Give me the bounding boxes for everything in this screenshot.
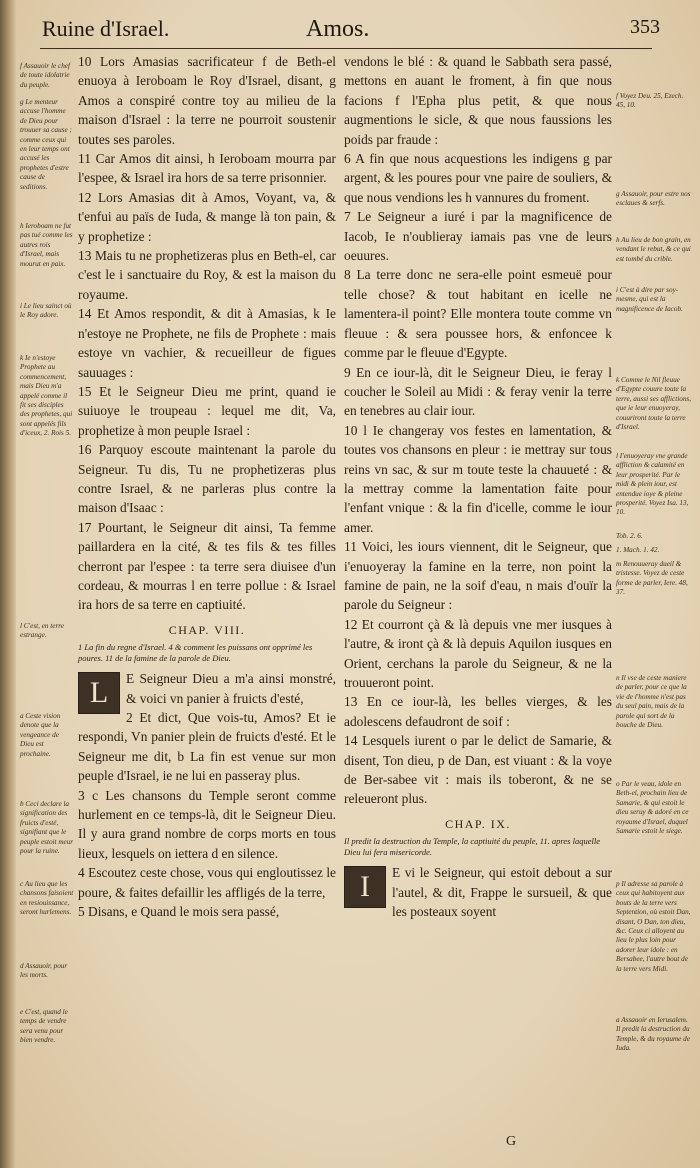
verse: 16 Parquoy escoute maintenant la parole du Seigneur. Tu dis, Tu ne prophetizeras plus contre Israel, & ne parleras plus contre la maison d'Isaac : bbox=[78, 442, 336, 516]
margin-note-right: k Comme le Nil fleuue d'Egypte couure toute la terre, aussi ses afflictions, que ie leur enuoyeray, couuriront toute la terre d'Israel. bbox=[616, 376, 692, 432]
margin-note-left: i Le lieu sainct où le Roy adore. bbox=[20, 302, 72, 320]
margin-note-right: p Il adresse sa parole à ceux qui habitoyent aux bouts de la terre vers Septention, où estoit Dan, disant, O Dan, ton dieu, &c. Ceux ci alloyent au lieu le plus loin pour adorer leur idole : en Bersabee, l'autre bout de la terre vers Midi. bbox=[616, 880, 691, 973]
verse: 4 Escoutez ceste chose, vous qui engloutissez le poure, & faites defaillir les affligés de la terre, bbox=[78, 865, 336, 900]
drop-cap-initial: L bbox=[78, 672, 120, 714]
verse: 10 Lors Amasias sacrificateur f de Beth-el enuoya à Ieroboam le Roy d'Israel, disant, g Amos a conspiré contre toy au milieu de la maison d'Israel : la terre ne pourroit soustenir toutes ses paroles. bbox=[78, 54, 336, 147]
verse: 13 Mais tu ne prophetizeras plus en Beth-el, car c'est le i sanctuaire du Roy, & est la maison du royaume. bbox=[78, 248, 336, 302]
drop-cap-initial: I bbox=[344, 866, 386, 908]
margin-note-right: m Renouueray dueil & tristesse. Voyez de ceste forme de parler, Iere. 48, 37. bbox=[616, 560, 688, 597]
margin-note-left: l C'est, en terre estrange. bbox=[20, 622, 64, 640]
margin-note-right: h Au lieu de bon grain, en vendant le rebut, & ce qui est tombé du crible. bbox=[616, 236, 691, 263]
verse: 13 En ce iour-là, les belles vierges, & les adolescens defaudront de soif : bbox=[344, 694, 612, 729]
verse: 7 Le Seigneur a iuré i par la magnificence de Iacob, Ie n'oublieray iamais pas vne de leurs oeuures. bbox=[344, 209, 612, 264]
verse: 11 Voici, les iours viennent, dit le Seigneur, que i'enuoyeray la famine en la terre, non point la famine de pain, ne la soif d'eau, n mais d'ouïr la parole du Seigneur : bbox=[344, 539, 612, 613]
text-column-left bbox=[78, 52, 336, 921]
chapter-heading: CHAP. VIII. bbox=[168, 622, 246, 637]
verse: vendons le blé : & quand le Sabbath sera passé, mettons en auant le froment, à fin que nous facions f l'Epha plus petit, & que nous augmentions le sicle, & que nous faussions les poids par fraude : bbox=[344, 54, 612, 147]
verse: 15 Et le Seigneur Dieu me print, quand ie suiuoye le troupeau : lequel me dit, Va, prophetize à mon peuple Israel : bbox=[78, 383, 336, 438]
margin-note-right: o Par le veau, idole en Beth-el, prochain lieu de Samarie, & qui estoit le dieu seruy & adoré en ce royaume d'Israel, duquel Samarie estoit le siege. bbox=[616, 780, 689, 836]
binding-gutter bbox=[0, 0, 16, 1168]
running-head-center: Amos. bbox=[306, 16, 370, 42]
margin-note-left: e C'est, quand le temps de vendre sera venu pour bien vendre. bbox=[20, 1008, 68, 1045]
verse: 8 La terre donc ne sera-elle point esmeuë pour telle chose? & tout habitant en icelle ne lamentera-il point? Elle montera toute comme vn fleuue : & sera poussee hors, & enfoncee k comme par le fleuue d'Egypte. bbox=[344, 267, 612, 361]
verse: 17 Pourtant, le Seigneur dit ainsi, Ta femme paillardera en la cité, & tes fils & tes filles cherront par l'espee : ta terre sera diuisee d'un cordeau, & mourras l en terre pollue : & Israel ira hors de sa terre en captiuité. bbox=[78, 519, 336, 613]
margin-note-left: h Ieroboam ne fut pas tué comme les autres rois d'Israel, mais mourut en paix. bbox=[20, 222, 73, 268]
verse: E vi le Seigneur, qui estoit debout a sur l'autel, & dit, Frappe le sursueil, & que les posteaux soyent bbox=[392, 865, 612, 920]
verse: 2 Et dict, Que vois-tu, Amos? Et ie respondi, Vn panier plein de fruicts d'esté. Et le Seigneur me dit, b La fin est venue sur mon peuple d'Israel, ie ne lui en passeray plus. bbox=[78, 710, 336, 784]
verse: 10 l Ie changeray vos festes en lamentation, & toutes vos chansons en pleur : ie mettray sur tous reins vn sac, & sur m toute teste la chauueté : & la mettray comme la lamentation faite pour l'enfant vnique : & la fin d'icelle, comme le iour amer. bbox=[344, 422, 612, 535]
margin-note-right: g Assauoir, pour estre nos esclaues & serfs. bbox=[616, 190, 691, 208]
printer-signature-mark: G bbox=[506, 1134, 517, 1149]
margin-note-left: d Assauoir, pour les morts. bbox=[20, 962, 68, 980]
margin-note-right: 1. Mach. 1. 42. bbox=[616, 546, 660, 554]
verse: 12 Et courront çà & là depuis vne mer iusques à l'autre, & iront çà & là depuis Aquilon iusques en Orient, cerchans la parole du Seigneur, & ne la trouueront point. bbox=[344, 616, 612, 690]
chapter-summary: Il predit la destruction du Temple, la captiuité du peuple, 11. apres laquelle Dieu lui fera misericorde. bbox=[344, 836, 600, 857]
margin-note-right: n Il vse de ceste maniere de parler, pour ce que la vie de l'homme n'est pas du seul pain, mais de la parole qui sort de la bouche de Dieu. bbox=[616, 674, 687, 730]
verse: 6 A fin que nous acquestions les indigens g par argent, & les poures pour vne paire de souliers, & que nous vendions les h vannures du froment. bbox=[344, 151, 612, 205]
text-column-right bbox=[344, 52, 612, 921]
verse: 14 Lesquels iurent o par le delict de Samarie, & disent, Ton dieu, p de Dan, est viuant : & la voye de Ber-sabee vit : mais ils toberont, & ne se releueront plus. bbox=[344, 733, 612, 807]
verse: 14 Et Amos respondit, & dit à Amasias, k Ie n'estoye ne Prophete, ne fils de Prophete : mais estoye vn vachier, & recueilleur de figues sauuages : bbox=[78, 306, 336, 380]
margin-note-right: l I'enuoyeray vne grande affliction & calamité en leur prosperité. Par le midi & plein iour, est entendue ioye & pleine prosperité. Voyez Isa. 13, 10. bbox=[616, 452, 689, 517]
margin-note-left: b Ceci declare la signification des fruicts d'esté, signifiant que le peuple estoit meur pour la ruine. bbox=[20, 800, 74, 856]
margin-note-right: i C'est à dire par soy-mesme, qui est la magnificence de Iacob. bbox=[616, 286, 683, 313]
margin-note-left: f Assauoir le chef de toute idolatrie du peuple. bbox=[20, 62, 70, 89]
margin-note-right: f Voyez Deu. 25, Ezech. 45, 10. bbox=[616, 92, 684, 110]
chapter-summary: 1 La fin du regne d'Israel. 4 & comment les puissans ont opprimé les poures. 11 de la famine de la parole de Dieu. bbox=[78, 642, 313, 663]
header-rule bbox=[40, 48, 652, 49]
verse: E Seigneur Dieu a m'a ainsi monstré, & voici vn panier à fruicts d'esté, bbox=[126, 671, 336, 706]
verse: 5 Disans, e Quand le mois sera passé, bbox=[78, 904, 280, 920]
verse: 3 c Les chansons du Temple seront comme hurlement en ce temps-là, dit le Seigneur Dieu. Il y aura grand nombre de corps morts en tous lieux, lesquels on iettera d en silence. bbox=[78, 787, 336, 861]
margin-note-left: a Ceste vision denote que la vengeance de Dieu est prochaine. bbox=[20, 712, 61, 758]
margin-note-right: Tob. 2. 6. bbox=[616, 532, 643, 540]
verse: 12 Lors Amasias dit à Amos, Voyant, va, & t'enfui au païs de Iuda, & mange là ton pain, & y prophetize : bbox=[78, 189, 336, 244]
margin-note-left: g Le menteur accuse l'homme de Dieu pour trouuer sa cause ; comme ceux qui en leur temps ont accusé les prophetes d'estre cause de seditions. bbox=[20, 98, 72, 191]
margin-note-right: a Assauoir en Ierusalem. Il predit la destruction du Temple, & du royaume de Iuda. bbox=[616, 1016, 690, 1053]
verse: 9 En ce iour-là, dit le Seigneur Dieu, ie feray l coucher le Soleil au Midi : & feray venir la terre en tenebres au clair iour. bbox=[344, 364, 612, 419]
margin-note-left: k Ie n'estoye Prophete au commencement, mais Dieu m'a appelé comme il fit ses disciples des prophetes, qui sont appelés fils d'iceux, 2. Rois 5. bbox=[20, 354, 73, 438]
verse: 11 Car Amos dit ainsi, h Ieroboam mourra par l'espee, & Israel ira hors de sa terre prisonnier. bbox=[78, 151, 336, 186]
chapter-heading: CHAP. IX. bbox=[445, 816, 511, 831]
page-number: 353 bbox=[630, 16, 660, 38]
running-head-left: Ruine d'Israel. bbox=[42, 16, 170, 41]
margin-note-left: c Au lieu que les chansons faisoient en resiouissance, seront hurlemens. bbox=[20, 880, 74, 917]
